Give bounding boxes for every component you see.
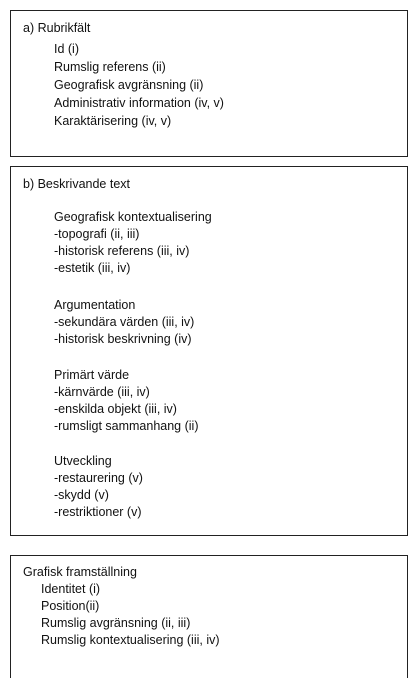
section-b-title: b) Beskrivande text xyxy=(23,177,130,191)
group-primart-varde-heading: Primärt värde xyxy=(54,368,130,382)
section-a-item-rumslig-referens: Rumslig referens (ii) xyxy=(54,60,166,74)
section-a-box xyxy=(10,10,408,157)
section-b-box xyxy=(10,166,408,536)
group-item: -restriktioner (v) xyxy=(54,505,142,519)
group-item: -restaurering (v) xyxy=(54,471,143,485)
section-c-item-rumslig-avgransning: Rumslig avgränsning (ii, iii) xyxy=(41,616,191,630)
section-a-item-id: Id (i) xyxy=(54,42,79,56)
group-item: -historisk referens (iii, iv) xyxy=(54,244,190,258)
section-a-title: a) Rubrikfält xyxy=(23,21,91,35)
section-a-item-administrativ-information: Administrativ information (iv, v) xyxy=(54,96,224,110)
group-argumentation-heading: Argumentation xyxy=(54,298,136,312)
group-utveckling-heading: Utveckling xyxy=(54,454,112,468)
section-c-item-position: Position(ii) xyxy=(41,599,100,613)
group-item: -estetik (iii, iv) xyxy=(54,261,131,275)
section-c-item-rumslig-kontextualisering: Rumslig kontextualisering (iii, iv) xyxy=(41,633,220,647)
group-item: -rumsligt sammanhang (ii) xyxy=(54,419,199,433)
group-geografisk-kontextualisering-heading: Geografisk kontextualisering xyxy=(54,210,212,224)
section-a-item-geografisk-avgransning: Geografisk avgränsning (ii) xyxy=(54,78,204,92)
group-item: -historisk beskrivning (iv) xyxy=(54,332,192,346)
section-a-item-karakterisering: Karaktärisering (iv, v) xyxy=(54,114,172,128)
section-c-box xyxy=(10,555,408,678)
group-item: -sekundära värden (iii, iv) xyxy=(54,315,195,329)
group-item: -enskilda objekt (iii, iv) xyxy=(54,402,177,416)
group-item: -skydd (v) xyxy=(54,488,109,502)
group-item: -topografi (ii, iii) xyxy=(54,227,140,241)
section-c-item-identitet: Identitet (i) xyxy=(41,582,101,596)
group-item: -kärnvärde (iii, iv) xyxy=(54,385,150,399)
section-c-title: Grafisk framställning xyxy=(23,565,137,579)
